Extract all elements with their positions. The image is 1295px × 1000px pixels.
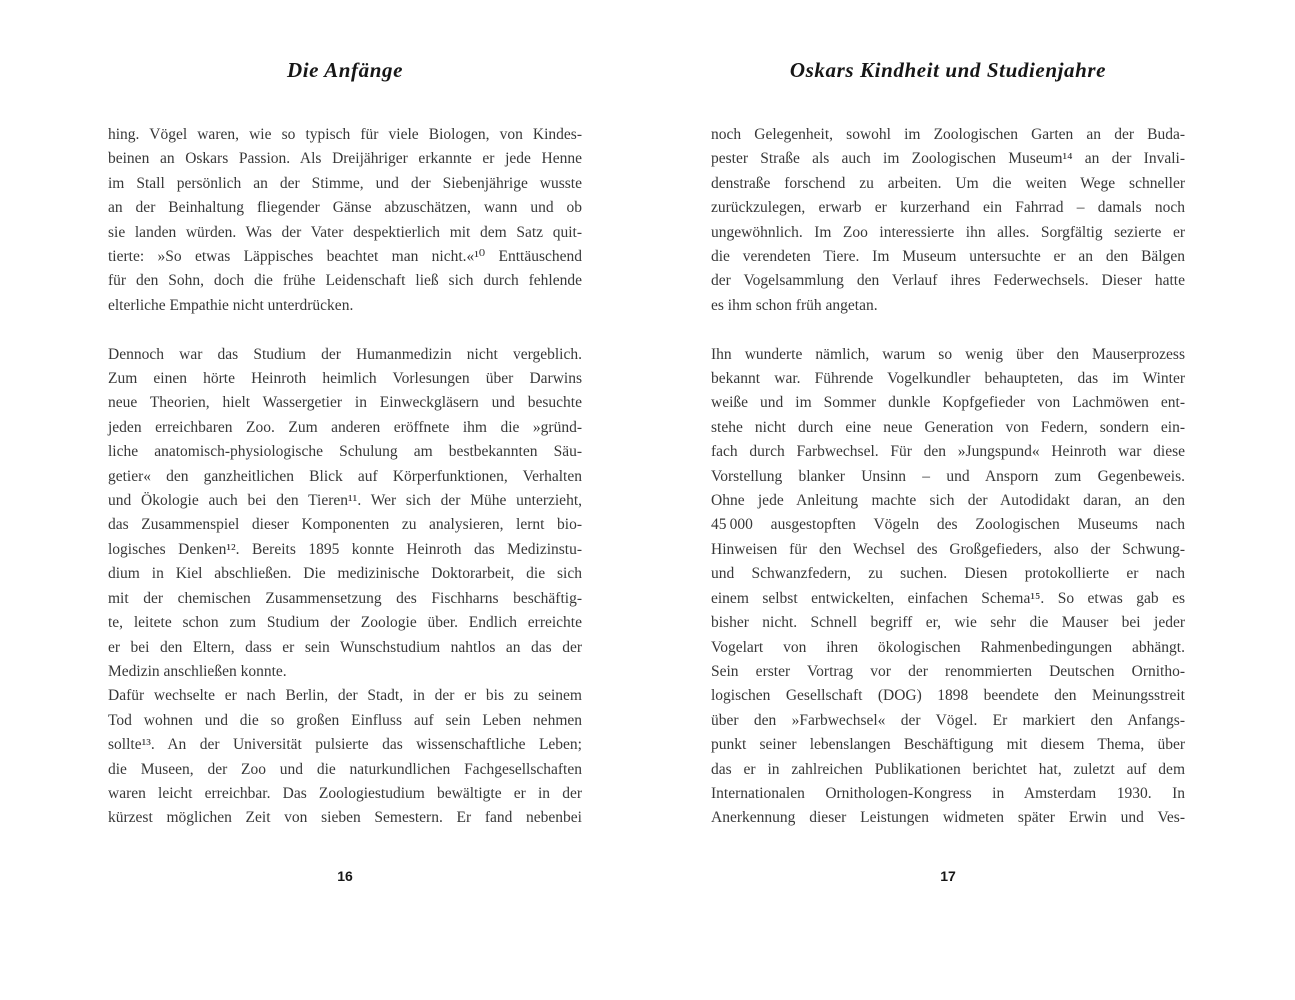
text-line: Tod wohnen und die so großen Einfluss auf sein Leben nehmen <box>108 711 582 729</box>
text-line: Dafür wechselte er nach Berlin, der Stadt, in der er bis zu seinem <box>108 687 582 705</box>
text-line: und Ökologie auch bei den Tieren¹¹. Wer sich der Mühe unterzieht, <box>108 492 582 510</box>
text-line: tierte: »So etwas Läppisches beachtet man nicht.«¹⁰ Enttäuschend <box>108 248 582 266</box>
text-line: punkt seiner lebenslangen Beschäftigung mit diesem Thema, über <box>711 736 1185 754</box>
running-header-left: Die Anfänge <box>286 58 404 82</box>
body-text-right <box>711 123 1185 831</box>
text-line: weiße und im Sommer dunkle Kopfgefieder von Lachmöwen ent- <box>711 394 1185 412</box>
text-line: Medizin anschließen konnte. <box>108 662 287 680</box>
text-line: bisher nicht. Schnell begriff er, wie sehr die Mauser bei jeder <box>711 614 1185 632</box>
text-line: logisches Denken¹². Bereits 1895 konnte Heinroth das Medizinstu- <box>108 540 582 558</box>
text-line: fach durch Farbwechsel. Für den »Jungspund« Heinroth war diese <box>711 443 1185 461</box>
text-line: sollte¹³. An der Universität pulsierte das wissenschaftliche Leben; <box>108 736 582 754</box>
text-line: und Schwanzfedern, zu suchen. Diesen protokollierte er nach <box>711 565 1185 583</box>
text-line: jeden erreichbaren Zoo. Zum anderen eröffnete ihm die »gründ- <box>108 418 582 436</box>
paragraph <box>108 684 582 830</box>
text-line: Dennoch war das Studium der Humanmedizin nicht vergeblich. <box>108 345 582 363</box>
text-line: Internationalen Ornithologen-Kongress in Amsterdam 1930. In <box>711 784 1185 802</box>
text-line: er bei den Eltern, dass er sein Wunschstudium nahtlos an das der <box>108 638 582 656</box>
text-line: logischen Gesellschaft (DOG) 1898 beendete den Meinungsstreit <box>711 687 1185 705</box>
text-line: waren leicht erreichbar. Das Zoologiestudium bewältigte er in der <box>108 784 582 802</box>
body-text-left <box>108 123 582 831</box>
paragraph <box>108 343 582 685</box>
text-line: sie landen würden. Was der Vater despektierlich mit dem Satz quit- <box>108 223 582 241</box>
text-line: der Vogelsammlung den Verlauf ihres Federwechsels. Dieser hatte <box>711 272 1185 290</box>
paragraph <box>711 123 1185 318</box>
text-line: über den »Farbwechsel« der Vögel. Er markiert den Anfangs- <box>711 711 1185 729</box>
text-line: es ihm schon früh angetan. <box>711 296 878 314</box>
text-line: Hinweisen für den Wechsel des Großgefieders, also der Schwung- <box>711 540 1185 558</box>
text-line: die Museen, der Zoo und die naturkundlichen Fachgesellschaften <box>108 760 582 778</box>
running-header-right: Oskars Kindheit und Studienjahre <box>789 58 1107 82</box>
text-line: te, leitete schon zum Studium der Zoologie über. Endlich erreichte <box>108 614 582 632</box>
page-right <box>711 0 1185 1000</box>
text-line: getier« den ganzheitlichen Blick auf Körperfunktionen, Verhalten <box>108 467 582 485</box>
text-line: für den Sohn, doch die frühe Leidenschaft ließ sich durch fehlende <box>108 272 582 290</box>
text-line: neue Theorien, hielt Wassergetier in Einweckgläsern und besuchte <box>108 394 582 412</box>
text-line: pester Straße als auch im Zoologischen Museum¹⁴ an der Invali- <box>711 150 1185 168</box>
text-line: einem selbst entwickelten, einfachen Schema¹⁵. So etwas gab es <box>711 589 1185 607</box>
text-line: Ohne jede Anleitung machte sich der Autodidakt daran, an den <box>711 492 1185 510</box>
text-line: zurückzulegen, erwarb er kurzerhand ein Fahrrad – damals noch <box>711 199 1185 217</box>
text-line: bekannt war. Führende Vogelkundler behaupteten, das im Winter <box>711 370 1185 388</box>
paragraph <box>108 123 582 318</box>
text-line: an der Beinhaltung fliegender Gänse abzuschätzen, wann und ob <box>108 199 582 217</box>
paragraph <box>711 343 1185 831</box>
text-line: das er in zahlreichen Publikationen berichtet hat, zuletzt auf dem <box>711 760 1185 778</box>
text-line: dium in Kiel abschließen. Die medizinische Doktorarbeit, die sich <box>108 565 582 583</box>
text-line: mit der chemischen Zusammensetzung des Fischharns beschäftig- <box>108 589 582 607</box>
text-line: Zum einen hörte Heinroth heimlich Vorlesungen über Darwins <box>108 370 582 388</box>
text-line: hing. Vögel waren, wie so typisch für viele Biologen, von Kindes- <box>108 126 582 143</box>
page-left <box>108 0 582 1000</box>
text-line: denstraße forschend zu arbeiten. Um die weiten Wege schneller <box>711 174 1185 192</box>
text-line: beinen an Oskars Passion. Als Dreijähriger erkannte er jede Henne <box>108 150 582 168</box>
text-line: Ihn wunderte nämlich, warum so wenig über den Mauserprozess <box>711 345 1185 363</box>
text-line: 45 000 ausgestopften Vögeln des Zoologischen Museums nach <box>711 516 1185 534</box>
text-line: Vorstellung blanker Unsinn – und Ansporn zum Gegenbeweis. <box>711 467 1185 485</box>
text-line: Anerkennung dieser Leistungen widmeten später Erwin und Ves- <box>711 809 1185 827</box>
text-line: noch Gelegenheit, sowohl im Zoologischen Garten an der Buda- <box>711 126 1185 143</box>
text-line: elterliche Empathie nicht unterdrücken. <box>108 296 354 314</box>
text-line: kürzest möglichen Zeit von sieben Semestern. Er fand nebenbei <box>108 809 582 827</box>
text-line: Vogelart von ihren ökologischen Rahmenbedingungen abhängt. <box>711 638 1185 656</box>
text-line: liche anatomisch-physiologische Schulung am bestbekannten Säu- <box>108 443 582 461</box>
text-line: im Stall persönlich an der Stimme, und der Siebenjährige wusste <box>108 174 582 192</box>
page-number-right: 17 <box>940 868 956 884</box>
text-line: die verendeten Tiere. Im Museum untersuchte er an den Bälgen <box>711 248 1185 266</box>
page-number-left: 16 <box>337 868 353 884</box>
text-line: ungewöhnlich. Im Zoo interessierte ihn alles. Sorgfältig sezierte er <box>711 223 1185 241</box>
text-line: stehe nicht durch eine neue Generation von Federn, sondern ein- <box>711 418 1185 436</box>
text-line: Sein erster Vortrag vor der renommierten Deutschen Ornitho- <box>711 662 1185 680</box>
text-line: das Zusammenspiel dieser Komponenten zu analysieren, lernt bio- <box>108 516 582 534</box>
